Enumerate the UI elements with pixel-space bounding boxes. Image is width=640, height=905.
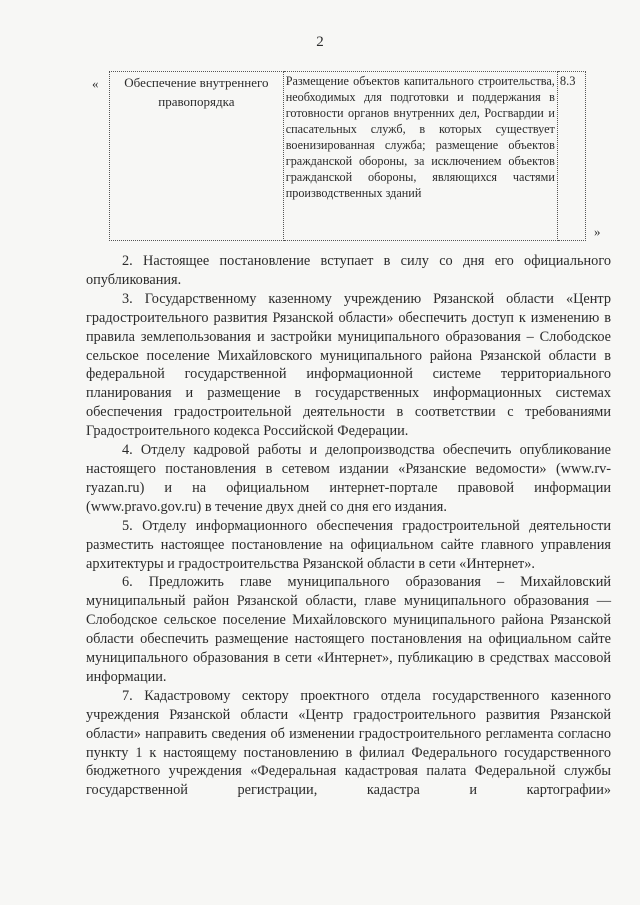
document-body — [86, 252, 611, 800]
permitted-use-description: Размещение объектов капитального строительства, необходимых для подготовки и поддержания в готовности органов внутренних дел, Росгвардии и спасательных служб, в которых существует военизированная служба; размещение объектов гражданской обороны, за исключением объектов гражданской обороны, являющихся частями производственных зданий — [283, 72, 557, 241]
paragraph-3: 3. Государственному казенному учреждению Рязанской области «Центр градостроительного развития Рязанской области» обеспечить доступ к изменению в правила землепользования и застройки муниципального образования – Слободское сельское поселение Михайловского муниципального района Рязанской области в федеральной государственной информационной системе территориального планирования и размещение в государственных информационных системах обеспечения градостроительной деятельности в соответствии с требованиями Градостроительного кодекса Российской Федерации. — [86, 290, 611, 440]
paragraph-5: 5. Отделу информационного обеспечения градостроительной деятельности разместить настоящее постановление на официальном сайте главного управления архитектуры и градостроительства Рязанской области в сети «Интернет». — [86, 517, 611, 572]
table-quote-close: » — [594, 224, 601, 239]
paragraph-7: 7. Кадастровому сектору проектного отдела государственного казенного учреждения Рязанской области «Центр градостроительного развития Рязанской области» направить сведения об изменении градостроительного регламента согласно пункту 1 к настоящему постановлению в филиал Федерального государственного бюджетного учреждения «Федеральная кадастровая палата Федеральной службы государственной регистрации, кадастра и картографии» — [86, 687, 611, 799]
permitted-use-name: Обеспечение внутреннего правопорядка — [110, 72, 284, 241]
table-quote-open: « — [92, 76, 99, 91]
paragraph-4: 4. Отделу кадровой работы и делопроизводства обеспечить опубликование настоящего постановления в сетевом издании «Рязанские ведомости» (www.rv-ryazan.ru) и на официальном интернет-портале правовой информации (www.pravo.gov.ru) в течение двух дней со дня его издания. — [86, 442, 611, 515]
paragraph-2: 2. Настоящее постановление вступает в силу со дня его официального опубликования. — [86, 253, 611, 288]
page-number: 2 — [316, 34, 324, 50]
zoning-table — [109, 71, 586, 241]
permitted-use-code: 8.3 — [557, 72, 585, 241]
paragraph-6: 6. Предложить главе муниципального образования – Михайловский муниципальный район Рязанской области, главе муниципального образования — Слободское сельское поселение Михайловского муниципального района Рязанской области обеспечить размещение настоящего постановления на официальном сайте муниципального образования в сети «Интернет», публикацию в средствах массовой информации. — [86, 574, 611, 685]
table-row — [110, 72, 586, 241]
